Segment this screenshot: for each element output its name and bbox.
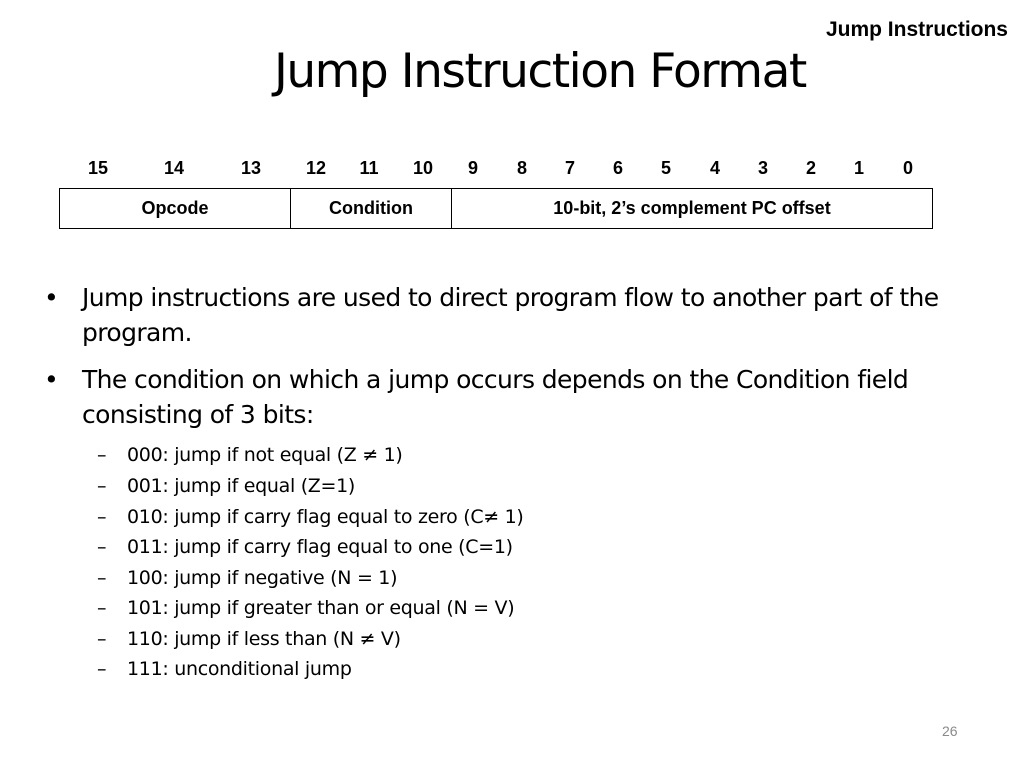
field-pc-offset: 10-bit, 2’s complement PC offset — [451, 189, 932, 228]
dash-marker: – — [97, 628, 107, 650]
dash-marker: – — [97, 506, 107, 528]
condition-text: 111: unconditional jump — [127, 658, 352, 680]
bit-number-3: 3 — [757, 158, 768, 178]
bullet-item — [44, 280, 954, 350]
dash-marker: – — [97, 597, 107, 619]
condition-text: 000: jump if not equal (Z ≠ 1) — [127, 444, 403, 466]
dash-marker: – — [97, 658, 107, 680]
bullet-text: The condition on which a jump occurs depends on the Condition field consisting of 3 bits: — [82, 365, 909, 429]
bullet-marker: • — [44, 365, 59, 394]
condition-item — [97, 503, 524, 531]
bit-number-0: 0 — [902, 158, 913, 178]
bullet-text: Jump instructions are used to direct program flow to another part of the program. — [82, 283, 939, 347]
bit-number-15: 15 — [87, 158, 109, 178]
condition-item — [97, 625, 401, 653]
bit-number-6: 6 — [612, 158, 623, 178]
condition-text: 100: jump if negative (N = 1) — [127, 567, 398, 589]
dash-marker: – — [97, 444, 107, 466]
condition-item — [97, 441, 402, 469]
condition-text: 011: jump if carry flag equal to one (C=1) — [127, 536, 513, 558]
dash-marker: – — [97, 475, 107, 497]
dash-marker: – — [97, 536, 107, 558]
bit-number-10: 10 — [412, 158, 434, 178]
condition-text: 110: jump if less than (N ≠ V) — [127, 628, 401, 650]
bit-number-14: 14 — [163, 158, 185, 178]
field-opcode: Opcode — [141, 198, 209, 218]
condition-item — [97, 533, 513, 561]
condition-text: 010: jump if carry flag equal to zero (C≠ 1) — [127, 506, 524, 528]
bit-number-1: 1 — [853, 158, 864, 178]
bit-number-2: 2 — [805, 158, 816, 178]
section-title: Jump Instructions — [825, 18, 1008, 41]
condition-item — [97, 594, 514, 622]
condition-item — [97, 655, 352, 683]
bit-number-row — [0, 155, 1024, 181]
bullet-item — [44, 362, 954, 432]
condition-text: 001: jump if equal (Z=1) — [127, 475, 356, 497]
bit-number-13: 13 — [240, 158, 262, 178]
instruction-format-table — [59, 188, 933, 229]
field-condition: Condition — [290, 189, 451, 228]
bit-number-8: 8 — [516, 158, 527, 178]
bullet-marker: • — [44, 283, 59, 312]
condition-text: 101: jump if greater than or equal (N = V) — [127, 597, 515, 619]
page-number: 26 — [942, 723, 958, 739]
bit-number-7: 7 — [564, 158, 575, 178]
dash-marker: – — [97, 567, 107, 589]
bit-number-5: 5 — [660, 158, 671, 178]
bit-number-11: 11 — [359, 158, 379, 178]
condition-item — [97, 472, 355, 500]
bit-number-9: 9 — [467, 158, 478, 178]
slide-title: Jump Instruction Format — [274, 44, 806, 99]
condition-item — [97, 564, 397, 592]
bit-number-12: 12 — [305, 158, 327, 178]
bit-number-4: 4 — [709, 158, 720, 178]
